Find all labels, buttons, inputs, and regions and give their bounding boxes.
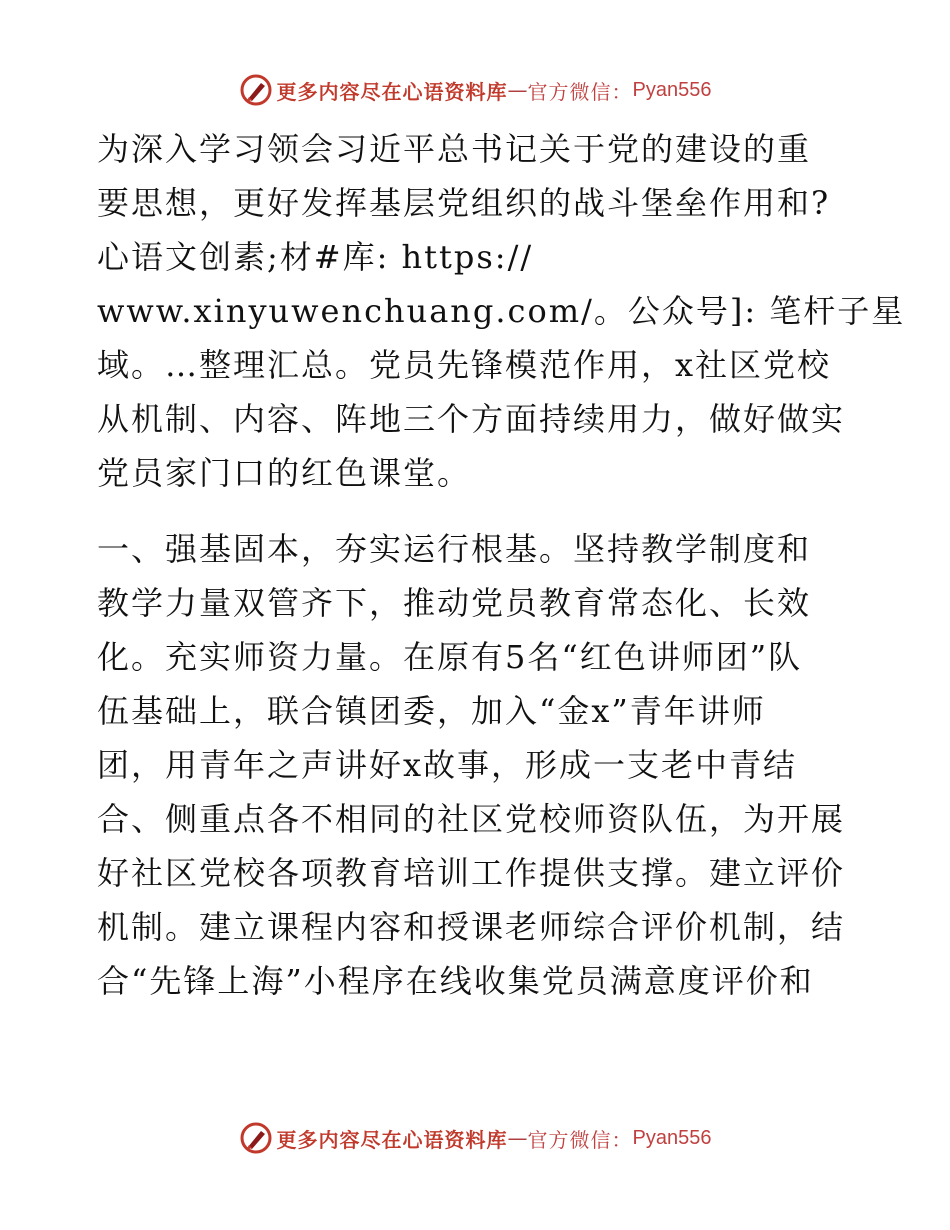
text-line: www.xinyuwenchuang.com/。公众号]: 笔杆子星 [97,292,906,330]
text-line: 域。…整理汇总。党员先锋模范作用，x社区党校 [97,346,832,384]
text-line: 心语文创素;材#库: https:// [97,238,534,276]
text-line: 为深入学习领会习近平总书记关于党的建设的重 [97,130,812,168]
footer-brand-text: 更多内容尽在心语资料库 [276,1127,508,1152]
footer-wechat-id: Pyan556 [632,1126,712,1149]
paragraph-1 [97,122,906,500]
text-line: 一、强基固本，夯实运行根基。坚持教学制度和 [97,530,812,568]
text-line: 团，用青年之声讲好x故事，形成一支老中青结 [97,746,798,784]
text-line: 从机制、内容、阵地三个方面持续用力，做好做实 [97,400,846,438]
text-line: 合、侧重点各不相同的社区党校师资队伍，为开展 [97,800,846,838]
document-body [97,122,906,1008]
footer-separator: — [507,1126,528,1150]
text-line: 机制。建立课程内容和授课老师综合评价机制，结 [97,908,846,946]
header-banner [0,70,950,110]
paragraph-2 [97,522,857,1008]
text-line: 要思想，更好发挥基层党组织的战斗堡垒作用和? [97,184,831,222]
header-separator: — [507,78,528,102]
footer-banner [0,1118,950,1158]
text-line: 伍基础上，联合镇团委，加入“金x”青年讲师 [97,692,766,730]
paragraph-gap [97,500,857,522]
text-line: 好社区党校各项教育培训工作提供支撑。建立评价 [97,854,846,892]
header-brand-text: 更多内容尽在心语资料库 [276,79,508,104]
text-line: 党员家门口的红色课堂。 [97,454,472,492]
text-line: 教学力量双管齐下，推动党员教育常态化、长效 [97,584,812,622]
text-line: 合“先锋上海”小程序在线收集党员满意度评价和 [97,962,814,1000]
footer-wechat-label: 官方微信： [527,1127,633,1152]
brush-logo-icon [239,73,273,107]
text-line: 化。充实师资力量。在原有5名“红色讲师团”队 [97,638,803,676]
header-wechat-id: Pyan556 [632,78,712,101]
header-wechat-label: 官方微信： [527,79,633,104]
brush-logo-icon [239,1121,273,1155]
